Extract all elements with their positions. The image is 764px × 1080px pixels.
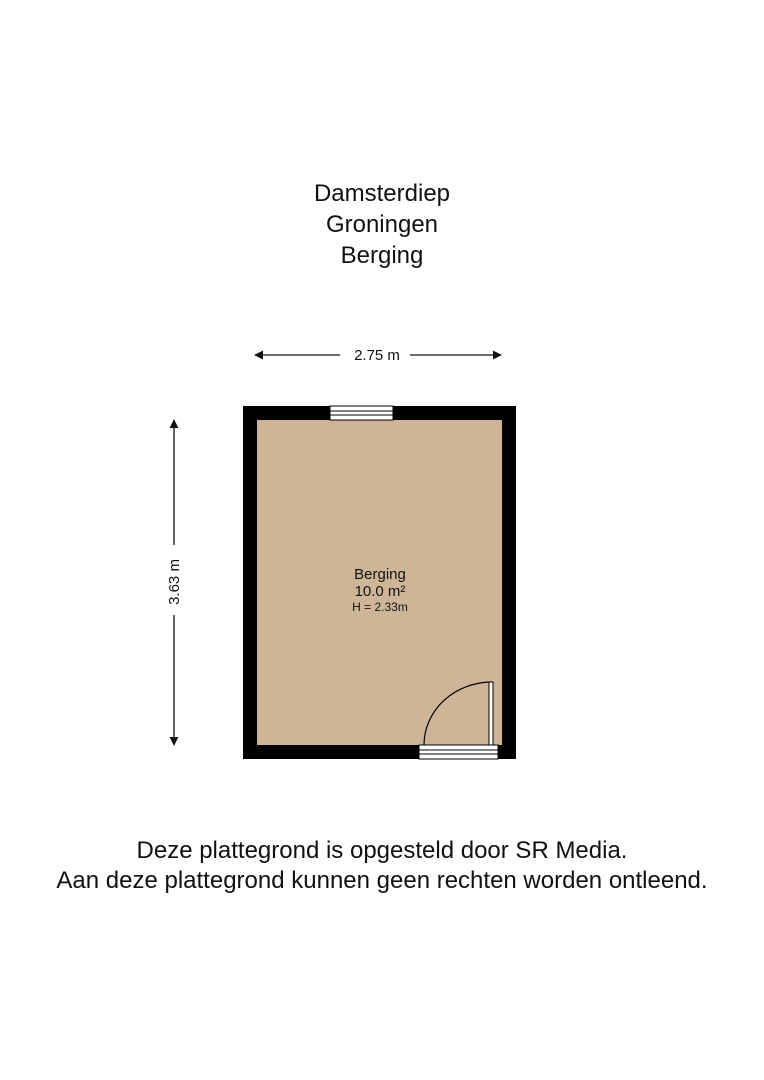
disclaimer-line-1: Deze plattegrond is opgesteld door SR Media. (136, 837, 628, 864)
width-dimension-label: 2.75 m (354, 347, 400, 364)
room-height-label: H = 2.33m (352, 600, 408, 614)
height-dimension-label: 3.63 m (166, 559, 183, 605)
wall-bottom-right (498, 745, 516, 759)
door-leaf (489, 682, 493, 745)
window (330, 406, 393, 420)
room-name-label: Berging (354, 566, 406, 583)
wall-right (502, 406, 516, 759)
street-title: Damsterdiep (313, 180, 451, 207)
door-threshold (419, 745, 498, 759)
disclaimer (0, 836, 764, 896)
room-type-title: Berging (340, 242, 424, 269)
width-dimension (255, 347, 501, 364)
city-title: Groningen (325, 211, 439, 238)
wall-top-right (393, 406, 516, 420)
wall-left (243, 406, 257, 759)
height-dimension (166, 420, 183, 745)
wall-bottom-left (243, 745, 419, 759)
room-area-label: 10.0 m² (354, 583, 406, 600)
disclaimer-line-2: Aan deze plattegrond kunnen geen rechten worden ontleend. (56, 867, 708, 894)
